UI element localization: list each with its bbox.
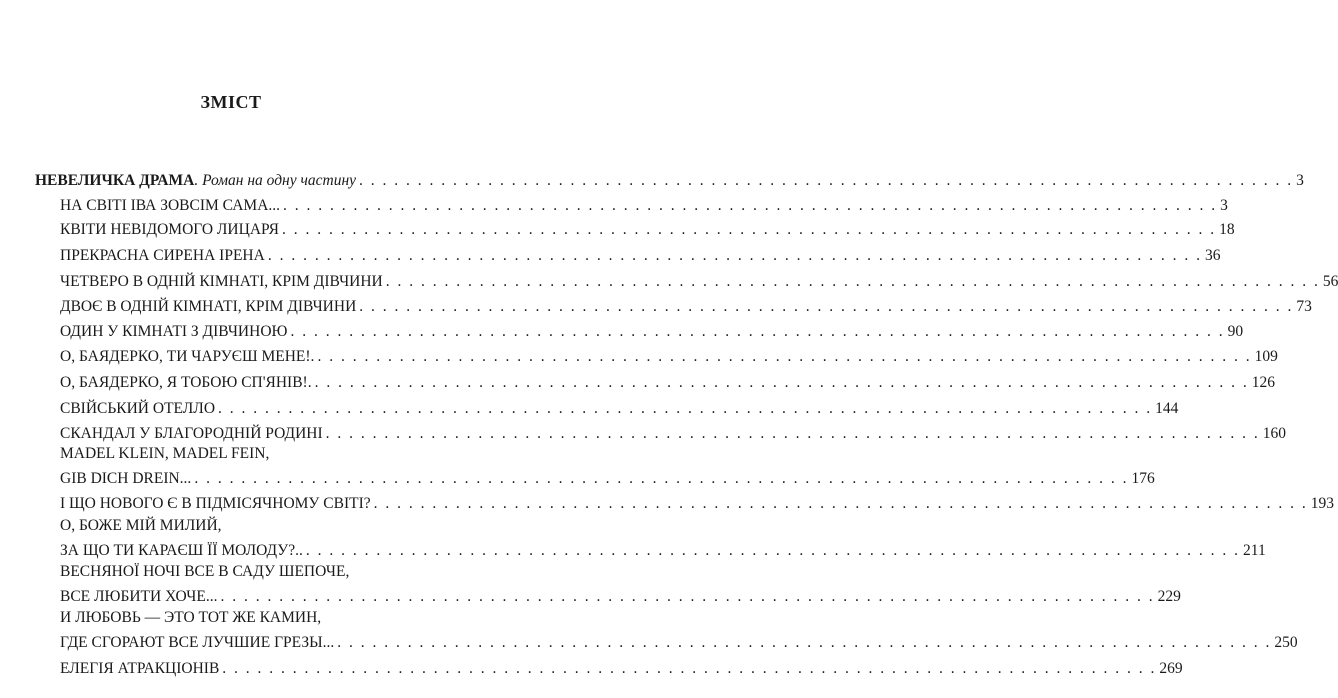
toc-entry-lead-line: MADEL KLEIN, MADEL FEIN, (60, 445, 270, 462)
toc-entry-text: GIB DICH DREIN... (60, 470, 192, 487)
toc-entry (60, 296, 1312, 318)
toc-page-number: 176 (1131, 470, 1155, 487)
toc-page-number: 3 (1296, 172, 1304, 189)
toc-page-number: 73 (1296, 298, 1312, 315)
toc-page-number: 36 (1204, 247, 1221, 264)
toc-entry (60, 271, 1338, 293)
toc-page-number: 109 (1254, 348, 1278, 365)
toc-entry (60, 219, 1235, 241)
toc-entry (60, 195, 1228, 217)
toc-dot-leader: . . . . . . . . . . . . . . . . . . . . . . . . . . . . . . . . . . . . . . . . . . . . . . . . . . . . . . . . . . . . . . . . . . . . . . . . . . . . . . . . (220, 588, 1155, 605)
toc-dot-leader: . . . . . . . . . . . . . . . . . . . . . . . . . . . . . . . . . . . . . . . . . . . . . . . . . . . . . . . . . . . . . . . . . . . . . . . . . . . . . . . . (325, 425, 1260, 442)
toc-entry (60, 398, 1179, 420)
toc-page-number: 126 (1251, 374, 1275, 391)
toc-dot-leader: . . . . . . . . . . . . . . . . . . . . . . . . . . . . . . . . . . . . . . . . . . . . . . . . . . . . . . . . . . . . . . . . . . . . . . . . . . . . . . . . (385, 273, 1320, 290)
toc-entry-text: О, БАЯДЕРКО, Я ТОБОЮ СП'ЯНІВ!. (60, 374, 312, 391)
toc-entry-text: СВІЙСЬКИЙ ОТЕЛЛО (60, 400, 216, 417)
toc-entry-lead-line: О, БОЖЕ МІЙ МИЛИЙ, (60, 517, 222, 534)
toc-entry (60, 468, 1155, 490)
toc-dot-leader: . . . . . . . . . . . . . . . . . . . . . . . . . . . . . . . . . . . . . . . . . . . . . . . . . . . . . . . . . . . . . . . . . . . . . . . . . . . . . . . . (282, 221, 1217, 238)
toc-entry (60, 540, 1266, 562)
toc-entry-text: ОДИН У КІМНАТІ З ДІВЧИНОЮ (60, 323, 288, 340)
toc-dot-leader: . . . . . . . . . . . . . . . . . . . . . . . . . . . . . . . . . . . . . . . . . . . . . . . . . . . . . . . . . . . . . . . . . . . . . . . . . . . . . . . . (267, 247, 1202, 264)
toc-dot-leader: . . . . . . . . . . . . . . . . . . . . . . . . . . . . . . . . . . . . . . . . . . . . . . . . . . . . . . . . . . . . . . . . . . . . . . . . . . . . . . . . (305, 542, 1241, 559)
toc-main-entry (35, 170, 1304, 192)
toc-entry (60, 586, 1181, 608)
toc-dot-leader: . . . . . . . . . . . . . . . . . . . . . . . . . . . . . . . . . . . . . . . . . . . . . . . . . . . . . . . . . . . . . . . . . . . . . . . . . . . . . . . . (359, 172, 1294, 189)
toc-dot-leader: . . . . . . . . . . . . . . . . . . . . . . . . . . . . . . . . . . . . . . . . . . . . . . . . . . . . . . . . . . . . . . . . . . . . . . . . . . . . . . . . (317, 348, 1252, 365)
toc-page-number: 229 (1157, 588, 1181, 605)
toc-entry (60, 346, 1278, 368)
toc-entry-text: ЗА ЩО ТИ КАРАЄШ ЇЇ МОЛОДУ?.. (60, 542, 303, 559)
toc-entry-text: ГДЕ СГОРАЮТ ВСЕ ЛУЧШИЕ ГРЕЗЫ... (60, 634, 335, 651)
toc-dot-leader: . . . . . . . . . . . . . . . . . . . . . . . . . . . . . . . . . . . . . . . . . . . . . . . . . . . . . . . . . . . . . . . . . . . . . . . . . . . . . . . . (194, 470, 1129, 487)
toc-dot-leader: . . . . . . . . . . . . . . . . . . . . . . . . . . . . . . . . . . . . . . . . . . . . . . . . . . . . . . . . . . . . . . . . . . . . . . . . . . . . . . . . (359, 298, 1294, 315)
toc-page-number: 269 (1159, 660, 1183, 677)
toc-dot-leader: . . . . . . . . . . . . . . . . . . . . . . . . . . . . . . . . . . . . . . . . . . . . . . . . . . . . . . . . . . . . . . . . . . . . . . . . . . . . . . . . (283, 197, 1218, 214)
toc-entry (60, 245, 1221, 267)
toc-dot-leader: . . . . . . . . . . . . . . . . . . . . . . . . . . . . . . . . . . . . . . . . . . . . . . . . . . . . . . . . . . . . . . . . . . . . . . . . . . . . . . . . (222, 660, 1157, 677)
toc-entry-lead-line: И ЛЮБОВЬ — ЭТО ТОТ ЖЕ КАМИН, (60, 609, 322, 626)
toc-dot-leader: . . . . . . . . . . . . . . . . . . . . . . . . . . . . . . . . . . . . . . . . . . . . . . . . . . . . . . . . . . . . . . . . . . . . . . . . . . . . . . . . (218, 400, 1153, 417)
toc-page-number: 160 (1262, 425, 1287, 442)
toc-entry-text: ДВОЄ В ОДНІЙ КІМНАТІ, КРІМ ДІВЧИНИ (60, 298, 357, 315)
toc-entry (60, 321, 1244, 343)
toc-dot-leader: . . . . . . . . . . . . . . . . . . . . . . . . . . . . . . . . . . . . . . . . . . . . . . . . . . . . . . . . . . . . . . . . . . . . . . . . . . . . . . . . (337, 634, 1272, 651)
toc-entry-text: КВІТИ НЕВІДОМОГО ЛИЦАРЯ (60, 221, 279, 238)
toc-page-number: 56 (1322, 273, 1338, 290)
toc-entry (60, 423, 1287, 445)
toc-entry (60, 493, 1334, 515)
toc-dot-leader: . . . . . . . . . . . . . . . . . . . . . . . . . . . . . . . . . . . . . . . . . . . . . . . . . . . . . . . . . . . . . . . . . . . . . . . . . . . . . . . . (290, 323, 1225, 340)
toc-page-number: 211 (1243, 542, 1266, 559)
toc-page-number: 250 (1274, 634, 1298, 651)
toc-entry-text: І ЩО НОВОГО Є В ПІДМІСЯЧНОМУ СВІТІ? (60, 495, 371, 512)
toc-entry-text: О, БАЯДЕРКО, ТИ ЧАРУЄШ МЕНЕ!. (60, 348, 315, 365)
page-title: ЗМІСТ (200, 92, 262, 112)
toc-entry (60, 658, 1183, 680)
toc-main-title: НЕВЕЛИЧКА ДРАМА (35, 172, 195, 189)
toc-page-number: 193 (1310, 495, 1334, 512)
toc-dot-leader: . . . . . . . . . . . . . . . . . . . . . . . . . . . . . . . . . . . . . . . . . . . . . . . . . . . . . . . . . . . . . . . . . . . . . . . . . . . . . . . . (373, 495, 1308, 512)
toc-page-number: 144 (1155, 400, 1179, 417)
toc-entry (60, 372, 1275, 394)
toc-page-number: 3 (1220, 197, 1228, 214)
toc-entry-text: ЧЕТВЕРО В ОДНІЙ КІМНАТІ, КРІМ ДІВЧИНИ (60, 273, 383, 290)
toc-entry-text (35, 170, 356, 192)
toc-page-number: 18 (1219, 221, 1235, 238)
toc-entry-text: ВСЕ ЛЮБИТИ ХОЧЕ... (60, 588, 218, 605)
toc-entry-text: ПРЕКРАСНА СИРЕНА ІРЕНА (60, 247, 265, 264)
toc-dot-leader: . . . . . . . . . . . . . . . . . . . . . . . . . . . . . . . . . . . . . . . . . . . . . . . . . . . . . . . . . . . . . . . . . . . . . . . . . . . . . . . . (314, 374, 1249, 391)
toc-entry-text: ЕЛЕГІЯ АТРАКЦІОНІВ (60, 660, 220, 677)
toc-entry-lead-line: ВЕСНЯНОЇ НОЧІ ВСЕ В САДУ ШЕПОЧЕ, (60, 563, 350, 580)
toc-main-subtitle: . Роман на одну частину (194, 172, 357, 189)
toc-entry (60, 632, 1298, 654)
toc-page-number: 90 (1227, 323, 1244, 340)
toc-entry-text: СКАНДАЛ У БЛАГОРОДНІЙ РОДИНІ (60, 425, 323, 442)
toc-entry-text: НА СВІТІ ІВА ЗОВСІМ САМА... (60, 197, 281, 214)
